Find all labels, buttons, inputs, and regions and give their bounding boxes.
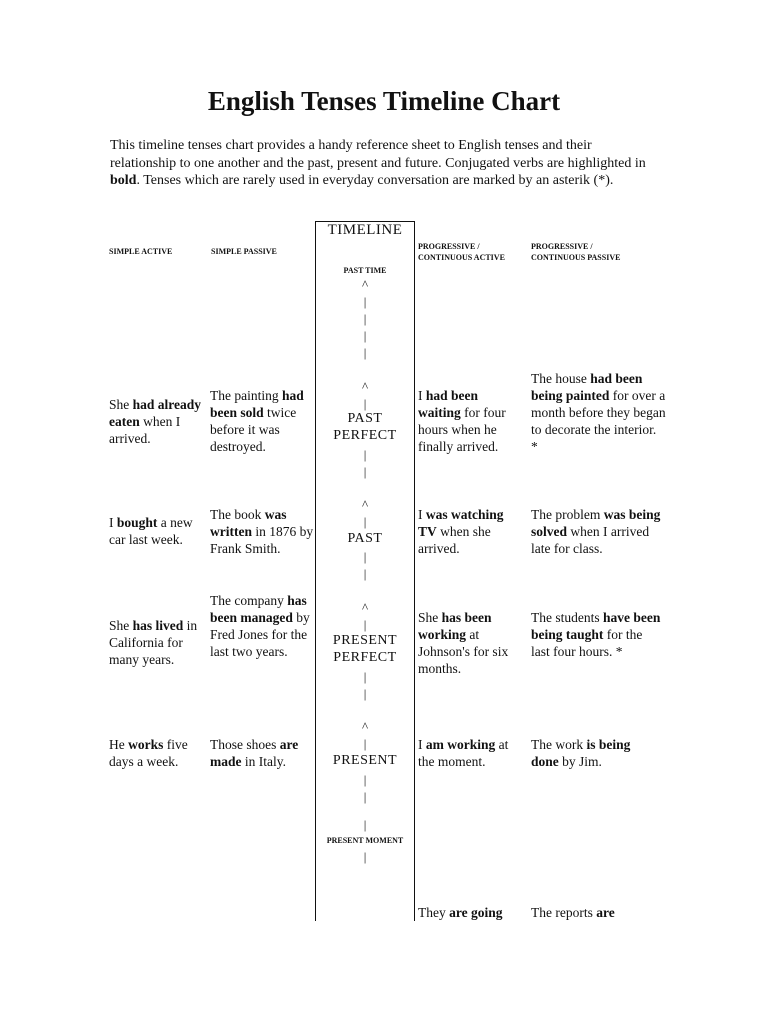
header-progressive-active-line2: CONTINUOUS ACTIVE [418,252,505,262]
example-text: The work [531,737,587,752]
example-text: at the moment. [418,737,509,769]
example-text: The students [531,610,603,625]
example-text: in Italy. [241,754,286,769]
example-text: for four hours when he finally arrived. [418,405,506,454]
timeline-present-label: PRESENT [332,753,398,768]
present-perfect-progressive-passive [531,609,661,660]
example-text: She [418,610,442,625]
example-text: They [418,905,450,920]
past-simple-passive [210,506,314,557]
example-text: in California for many years. [109,618,198,667]
conjugated-verb: bought [116,515,158,530]
timeline-bar-icon: | [363,617,367,632]
example-text: The company [210,593,288,608]
conjugated-verb: are going [449,905,503,920]
example-text: when I arrived late for class. [531,524,650,556]
intro-text-end: . Tenses which are rarely used in everyday conversation are marked by an asterik (*). [136,173,614,188]
up-arrow-icon: ^ [361,379,369,394]
past-progressive-passive [531,506,666,557]
conjugated-verb: was watching TV [418,507,504,539]
timeline-past-perfect-line1: PAST [347,411,383,426]
timeline-bar-icon: | [363,549,367,564]
example-text: She [109,618,133,633]
header-progressive-active [418,242,505,263]
timeline-past-time-label: PAST TIME [343,266,387,275]
example-text: Those shoes [210,737,280,752]
example-text: by Fred Jones for the last two years. [210,610,310,659]
present-progressive-passive [531,736,661,770]
timeline-bar-icon: | [363,817,367,832]
past-perfect-progressive-passive [531,370,666,455]
present-perfect-progressive-active [418,609,524,677]
example-text: I [418,388,426,403]
conjugated-verb: am working [425,737,496,752]
example-text: when she arrived. [418,524,491,556]
timeline-bar-icon: | [363,566,367,581]
header-progressive-passive-line1: PROGRESSIVE / [531,242,593,251]
header-progressive-passive [531,242,620,263]
conjugated-verb: has been managed [210,593,307,625]
timeline-bar-icon: | [363,686,367,701]
timeline-bar-icon: | [363,669,367,684]
intro-paragraph [110,137,655,190]
past-perfect-progressive-active [418,387,524,455]
header-simple-active: SIMPLE ACTIVE [109,247,173,256]
up-arrow-icon: ^ [361,719,369,734]
example-text: for over a month before they began to decorate the interior. * [531,388,666,454]
timeline-bar-icon: | [363,328,367,343]
example-text: He [109,737,129,752]
page-title: English Tenses Timeline Chart [207,86,561,116]
past-perfect-simple-passive [210,387,310,455]
example-text: in 1876 by Frank Smith. [210,524,314,556]
timeline-bar-icon: | [363,345,367,360]
timeline-present-moment-label: PRESENT MOMENT [326,836,404,845]
conjugated-verb: had been waiting [418,388,479,420]
example-text: a new car last week. [109,515,193,547]
example-text: The book [210,507,265,522]
example-text: by Jim. [558,754,602,769]
up-arrow-icon: ^ [361,497,369,512]
example-text: I [418,737,426,752]
intro-text-start: This timeline tenses chart provides a handy reference sheet to English tenses and their relationship to one another and the past, present and future. Conjugated verbs are highlighted in [110,138,646,171]
intro-bold-word: bold [110,173,137,188]
future-progressive-passive [531,904,661,921]
conjugated-verb: has been working [418,610,492,642]
example-text: for the last four hours. * [531,627,643,659]
conjugated-verb: has lived [132,618,184,633]
conjugated-verb: are made [210,737,299,769]
header-progressive-active-line1: PROGRESSIVE / [418,242,480,251]
up-arrow-icon: ^ [361,277,369,292]
conjugated-verb: was written [210,507,287,539]
conjugated-verb: had been sold [210,388,304,420]
conjugated-verb: works [128,737,164,752]
example-text: The reports [531,905,597,920]
timeline-title: TIMELINE [327,222,403,238]
conjugated-verb: is being done [531,737,631,769]
present-simple-passive [210,736,314,770]
timeline-bar-icon: | [363,789,367,804]
timeline-present-perfect-line1: PRESENT [332,633,398,648]
example-text: The painting [210,388,282,403]
present-perfect-simple-passive [210,592,310,660]
example-text: when I arrived. [109,414,181,446]
example-text: twice before it was destroyed. [210,405,297,454]
timeline-bar-icon: | [363,736,367,751]
timeline-bar-icon: | [363,464,367,479]
example-text: I [418,507,426,522]
timeline-past-perfect-line2: PERFECT [333,428,397,443]
conjugated-verb: was being solved [531,507,661,539]
conjugated-verb: had been being painted [531,371,643,403]
past-simple-active [109,514,209,548]
timeline-bar-icon: | [363,396,367,411]
example-text: The house [531,371,591,386]
timeline-bar-icon: | [363,311,367,326]
past-progressive-active [418,506,524,557]
timeline-bar-icon: | [363,294,367,309]
up-arrow-icon: ^ [361,600,369,615]
past-perfect-simple-active [109,396,209,447]
timeline-bar-icon: | [363,514,367,529]
example-text: She [109,397,133,412]
timeline-bar-icon: | [363,772,367,787]
header-simple-passive: SIMPLE PASSIVE [211,247,277,256]
timeline-past-label: PAST [347,531,383,546]
timeline-bar-icon: | [363,849,367,864]
header-progressive-passive-line2: CONTINUOUS PASSIVE [531,252,621,262]
example-text: five days a week. [109,737,188,769]
present-perfect-simple-active [109,617,211,668]
example-text: The problem [531,507,604,522]
present-progressive-active [418,736,524,770]
conjugated-verb: had already eaten [109,397,202,429]
conjugated-verb: have been being taught [531,610,661,642]
future-progressive-active [418,904,524,921]
timeline-present-perfect-line2: PERFECT [333,650,397,665]
example-text: at Johnson's for six months. [418,627,509,676]
example-text: I [109,515,117,530]
present-simple-active [109,736,209,770]
timeline-bar-icon: | [363,447,367,462]
conjugated-verb: are [596,905,615,920]
